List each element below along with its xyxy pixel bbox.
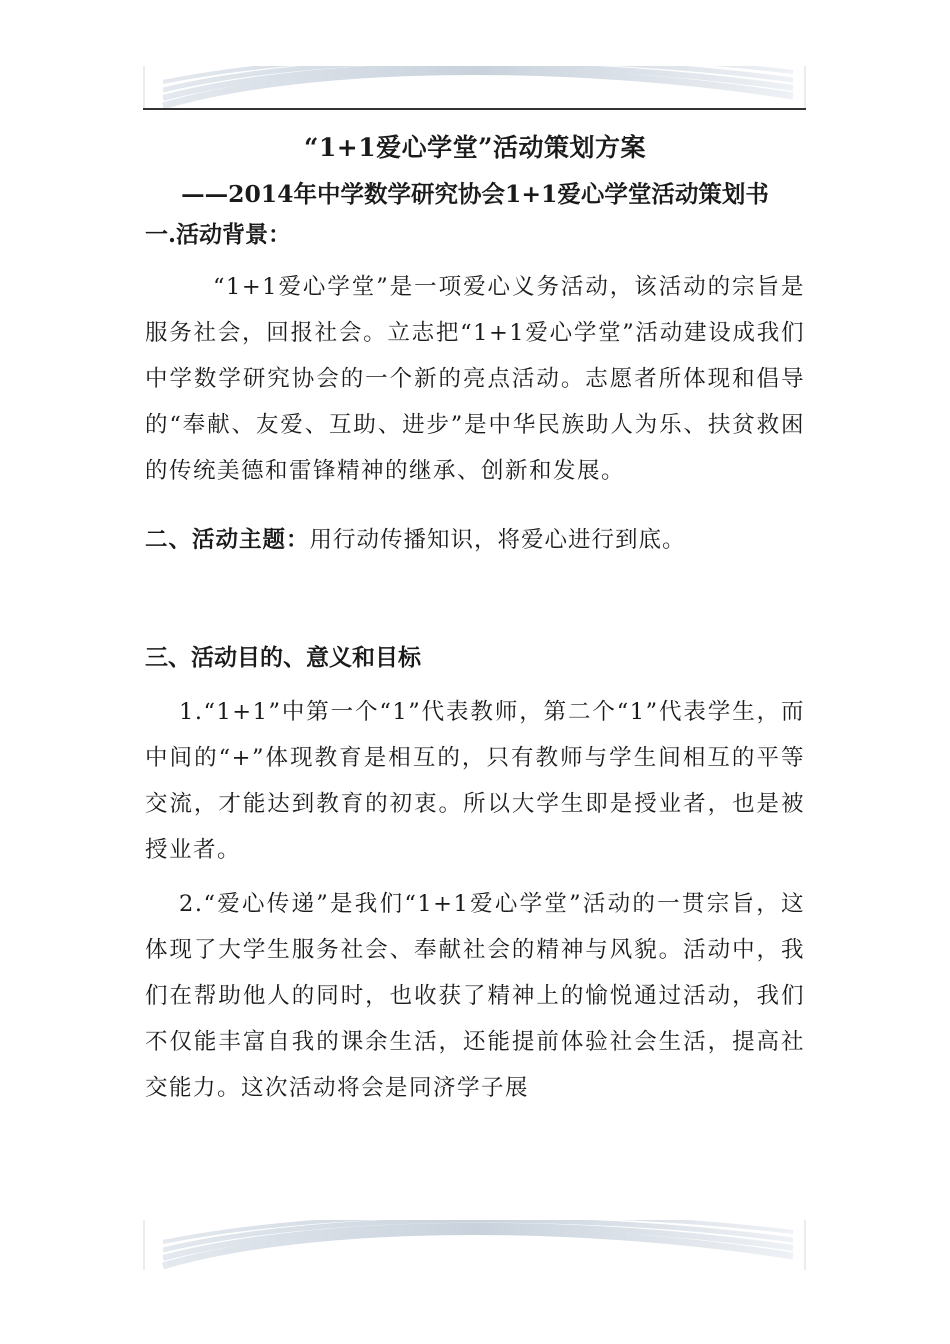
section2-text: 用行动传播知识，将爱心进行到底。 bbox=[309, 527, 686, 553]
document-subtitle: ——2014年中学数学研究协会1+1爱心学堂活动策划书 bbox=[181, 180, 769, 208]
section1-heading: 一.活动背景： bbox=[145, 221, 292, 248]
document-title: “1+1爱心学堂”活动策划方案 bbox=[304, 133, 646, 162]
section2-heading: 二、活动主题： bbox=[145, 527, 310, 553]
document-body bbox=[145, 128, 805, 1111]
header-decoration bbox=[143, 66, 806, 110]
section3-item1: 1.“1+1”中第一个“1”代表教师，第二个“1”代表学生，而中间的“+”体现教育是相互的，只有教师与学生间相互的平等交流，才能达到教育的初衷。所以大学生即是授业者，也是被授业者。 bbox=[145, 699, 805, 863]
section3-item2: 2.“爱心传递”是我们“1+1爱心学堂”活动的一贯宗旨，这体现了大学生服务社会、奉献社会的精神与风貌。活动中，我们在帮助他人的同时，也收获了精神上的愉悦通过活动，我们不仅能丰富自我的课余生活，还能提前体验社会生活，提高社交能力。这次活动将会是同济学子展 bbox=[145, 891, 805, 1101]
footer-decoration bbox=[143, 1220, 806, 1270]
section1-paragraph: “1+1爱心学堂”是一项爱心义务活动，该活动的宗旨是服务社会，回报社会。立志把“1+1爱心学堂”活动建设成我们中学数学研究协会的一个新的亮点活动。志愿者所体现和倡导的“奉献、友爱、互助、进步”是中华民族助人为乐、扶贫救困的传统美德和雷锋精神的继承、创新和发展。 bbox=[145, 274, 805, 484]
section3-heading: 三、活动目的、意义和目标 bbox=[145, 644, 421, 671]
section2-line bbox=[145, 520, 805, 560]
header-rule bbox=[143, 108, 806, 110]
